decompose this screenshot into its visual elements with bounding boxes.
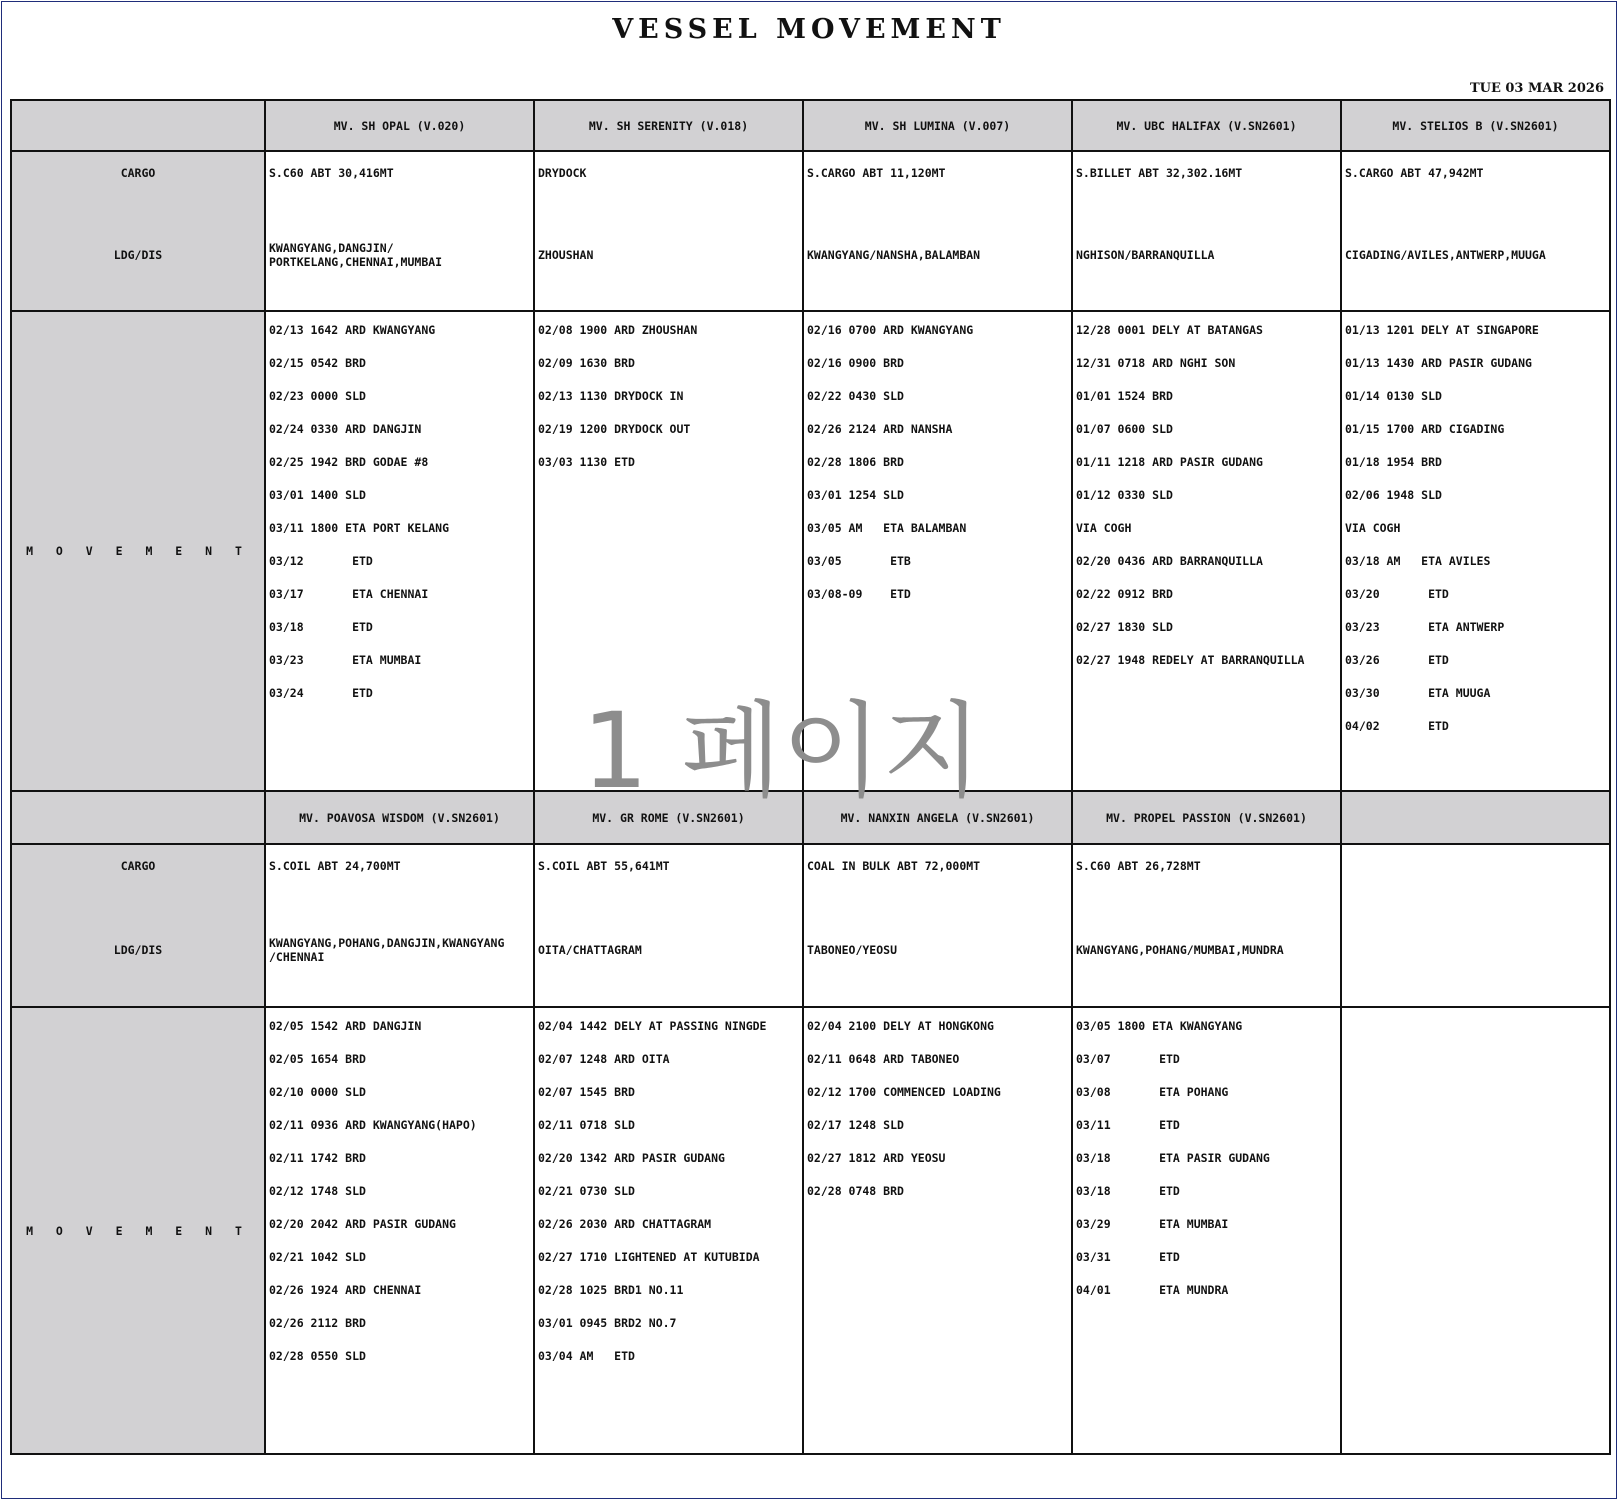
movement-entry: 02/12 1700 COMMENCED LOADING: [807, 1085, 1001, 1099]
movement-entry: 03/05 ETB: [807, 554, 911, 568]
movement-entry: 03/18 ETD: [1076, 1184, 1180, 1198]
vessel-header-cell: [266, 792, 535, 845]
cargo-cell: [1073, 845, 1342, 1008]
movement-entry: 03/01 1400 SLD: [269, 488, 366, 502]
movement-entry: 02/22 0912 BRD: [1076, 587, 1173, 601]
vessel-header-cell: [266, 99, 535, 152]
movement-entry: 02/24 0330 ARD DANGJIN: [269, 422, 422, 436]
movement-entry: 02/19 1200 DRYDOCK OUT: [538, 422, 691, 436]
movement-cell: [535, 312, 804, 792]
vessel-block-1: [10, 99, 1611, 792]
vessel-name: MV. NANXIN ANGELA (V.SN2601): [840, 810, 1035, 825]
ldg-dis-value: ZHOUSHAN: [538, 248, 594, 262]
movement-entry: 02/15 0542 BRD: [269, 356, 366, 370]
movement-entry: 02/28 1025 BRD1 NO.11: [538, 1283, 684, 1297]
movement-entry: 01/11 1218 ARD PASIR GUDANG: [1076, 455, 1263, 469]
movement-entry: 02/26 2030 ARD CHATTAGRAM: [538, 1217, 712, 1231]
movement-entry: 02/22 0430 SLD: [807, 389, 904, 403]
movement-entry: 01/01 1524 BRD: [1076, 389, 1173, 403]
ldg-dis-value: NGHISON/BARRANQUILLA: [1076, 248, 1215, 262]
cargo-ldg-label-cell: [10, 845, 266, 1008]
movement-entry: 03/11 1800 ETA PORT KELANG: [269, 521, 450, 535]
cargo-cell: [1342, 845, 1611, 1008]
ldg-dis-value: KWANGYANG/NANSHA,BALAMBAN: [807, 248, 981, 262]
movement-entry: 02/11 0718 SLD: [538, 1118, 635, 1132]
movement-entry: 03/23 ETA MUMBAI: [269, 653, 422, 667]
movement-entry: 01/07 0600 SLD: [1076, 422, 1173, 436]
movement-label-cell: [10, 1008, 266, 1455]
movement-entry: 03/01 0945 BRD2 NO.7: [538, 1316, 677, 1330]
cargo-ldg-label-cell: [10, 152, 266, 312]
movement-entry: 03/12 ETD: [269, 554, 373, 568]
vessel-header-cell: [535, 792, 804, 845]
cargo-value: S.C60 ABT 26,728MT: [1076, 859, 1201, 873]
movement-entry: 02/12 1748 SLD: [269, 1184, 366, 1198]
ldg-dis-value: KWANGYANG,POHANG,DANGJIN,KWANGYANG /CHENNAI: [269, 936, 505, 964]
movement-entry: 03/07 ETD: [1076, 1052, 1180, 1066]
movement-cell: [804, 1008, 1073, 1455]
movement-entry: 02/05 1542 ARD DANGJIN: [269, 1019, 422, 1033]
movement-cell: [1073, 312, 1342, 792]
movement-cell: [1073, 1008, 1342, 1455]
movement-entry: 02/25 1942 BRD GODAE #8: [269, 455, 429, 469]
movement-entry: 02/13 1130 DRYDOCK IN: [538, 389, 684, 403]
movement-entry: 02/09 1630 BRD: [538, 356, 635, 370]
cargo-cell: [804, 845, 1073, 1008]
movement-entry: 02/11 1742 BRD: [269, 1151, 366, 1165]
movement-entry: 02/28 1806 BRD: [807, 455, 904, 469]
movement-entry: 02/20 1342 ARD PASIR GUDANG: [538, 1151, 725, 1165]
movement-entry: 03/05 1800 ETA KWANGYANG: [1076, 1019, 1243, 1033]
cargo-cell: [1342, 152, 1611, 312]
vessel-name: MV. SH LUMINA (V.007): [864, 118, 1011, 133]
cargo-label: CARGO: [120, 166, 156, 180]
vessel-header-cell: [1342, 99, 1611, 152]
movement-cell: [266, 1008, 535, 1455]
movement-entry: 02/26 2124 ARD NANSHA: [807, 422, 953, 436]
movement-entry: 03/18 ETA PASIR GUDANG: [1076, 1151, 1270, 1165]
vessel-name: MV. POAVOSA WISDOM (V.SN2601): [299, 810, 500, 825]
ldg-dis-value: OITA/CHATTAGRAM: [538, 943, 642, 957]
movement-entry: 03/23 ETA ANTWERP: [1345, 620, 1505, 634]
cargo-value: S.C60 ABT 30,416MT: [269, 166, 394, 180]
movement-entry: 02/27 1948 REDELY AT BARRANQUILLA: [1076, 653, 1305, 667]
vessel-header-cell: [1073, 99, 1342, 152]
ldg-dis-value: KWANGYANG,DANGJIN/ PORTKELANG,CHENNAI,MUMBAI: [269, 241, 443, 269]
movement-entry: 04/02 ETD: [1345, 719, 1449, 733]
vessel-header-cell: [804, 99, 1073, 152]
movement-entry: 03/29 ETA MUMBAI: [1076, 1217, 1229, 1231]
cargo-value: S.COIL ABT 24,700MT: [269, 859, 401, 873]
movement-entry: 02/13 1642 ARD KWANGYANG: [269, 323, 436, 337]
page-title: VESSEL MOVEMENT: [612, 14, 1006, 45]
vessel-name: MV. GR ROME (V.SN2601): [592, 810, 745, 825]
movement-entry: 01/13 1201 DELY AT SINGAPORE: [1345, 323, 1539, 337]
movement-label: M O V E M E N T: [26, 1223, 250, 1238]
movement-entry: 02/27 1812 ARD YEOSU: [807, 1151, 946, 1165]
vessel-header-cell: [535, 99, 804, 152]
movement-entry: 03/08-09 ETD: [807, 587, 911, 601]
cargo-cell: [804, 152, 1073, 312]
vessel-name: MV. PROPEL PASSION (V.SN2601): [1106, 810, 1307, 825]
movement-entry: 02/04 2100 DELY AT HONGKONG: [807, 1019, 994, 1033]
ldg-dis-value: KWANGYANG,POHANG/MUMBAI,MUNDRA: [1076, 943, 1284, 957]
cargo-cell: [535, 845, 804, 1008]
vessel-header-cell: [1342, 792, 1611, 845]
movement-entry: 02/05 1654 BRD: [269, 1052, 366, 1066]
movement-entry: 12/31 0718 ARD NGHI SON: [1076, 356, 1236, 370]
vessel-block-2: [10, 792, 1611, 1455]
cargo-value: DRYDOCK: [538, 166, 587, 180]
movement-entry: 02/17 1248 SLD: [807, 1118, 904, 1132]
cargo-value: S.COIL ABT 55,641MT: [538, 859, 670, 873]
movement-cell: [266, 312, 535, 792]
cargo-cell: [266, 152, 535, 312]
movement-entry: 01/13 1430 ARD PASIR GUDANG: [1345, 356, 1532, 370]
movement-entry: 02/16 0900 BRD: [807, 356, 904, 370]
page-number-watermark: 1 페이지: [582, 690, 983, 812]
ldg-dis-label: LDG/DIS: [113, 248, 163, 262]
movement-cell: [1342, 312, 1611, 792]
movement-entry: 03/05 AM ETA BALAMBAN: [807, 521, 967, 535]
movement-entry: VIA COGH: [1076, 521, 1132, 535]
movement-entry: 02/16 0700 ARD KWANGYANG: [807, 323, 974, 337]
movement-entry: VIA COGH: [1345, 521, 1401, 535]
movement-entry: 02/28 0550 SLD: [269, 1349, 366, 1363]
vessel-header-cell: [1073, 792, 1342, 845]
cargo-cell: [535, 152, 804, 312]
movement-entry: 02/04 1442 DELY AT PASSING NINGDE: [538, 1019, 767, 1033]
movement-label-cell: [10, 312, 266, 792]
movement-entry: 02/20 0436 ARD BARRANQUILLA: [1076, 554, 1263, 568]
movement-entry: 03/17 ETA CHENNAI: [269, 587, 429, 601]
cargo-cell: [1073, 152, 1342, 312]
movement-cell: [535, 1008, 804, 1455]
movement-entry: 02/10 0000 SLD: [269, 1085, 366, 1099]
cargo-value: S.CARGO ABT 11,120MT: [807, 166, 946, 180]
movement-entry: 03/08 ETA POHANG: [1076, 1085, 1229, 1099]
vessel-name: MV. STELIOS B (V.SN2601): [1392, 118, 1559, 133]
movement-entry: 02/07 1545 BRD: [538, 1085, 635, 1099]
movement-entry: 02/23 0000 SLD: [269, 389, 366, 403]
movement-entry: 02/21 1042 SLD: [269, 1250, 366, 1264]
movement-entry: 02/11 0936 ARD KWANGYANG(HAPO): [269, 1118, 477, 1132]
vessel-movement-table: [10, 99, 1611, 1455]
movement-entry: 04/01 ETA MUNDRA: [1076, 1283, 1229, 1297]
ldg-dis-value: TABONEO/YEOSU: [807, 943, 898, 957]
movement-entry: 01/15 1700 ARD CIGADING: [1345, 422, 1505, 436]
vessel-name: MV. UBC HALIFAX (V.SN2601): [1116, 118, 1297, 133]
movement-entry: 03/18 ETD: [269, 620, 373, 634]
movement-entry: 03/30 ETA MUUGA: [1345, 686, 1491, 700]
movement-entry: 03/20 ETD: [1345, 587, 1449, 601]
movement-entry: 02/26 2112 BRD: [269, 1316, 366, 1330]
document-page: [1, 1, 1617, 1499]
movement-entry: 03/11 ETD: [1076, 1118, 1180, 1132]
movement-entry: 02/27 1830 SLD: [1076, 620, 1173, 634]
movement-entry: 03/18 AM ETA AVILES: [1345, 554, 1491, 568]
movement-cell: [804, 312, 1073, 792]
movement-cell: [1342, 1008, 1611, 1455]
movement-entry: 02/06 1948 SLD: [1345, 488, 1442, 502]
movement-entry: 02/07 1248 ARD OITA: [538, 1052, 670, 1066]
cargo-value: S.CARGO ABT 47,942MT: [1345, 166, 1484, 180]
report-date: TUE 03 MAR 2026: [1469, 81, 1604, 96]
movement-entry: 03/31 ETD: [1076, 1250, 1180, 1264]
movement-entry: 03/04 AM ETD: [538, 1349, 635, 1363]
movement-entry: 02/26 1924 ARD CHENNAI: [269, 1283, 422, 1297]
ldg-dis-value: CIGADING/AVILES,ANTWERP,MUUGA: [1345, 248, 1546, 262]
movement-entry: 03/26 ETD: [1345, 653, 1449, 667]
cargo-value: COAL IN BULK ABT 72,000MT: [807, 859, 981, 873]
vessel-header-cell: [804, 792, 1073, 845]
header-corner-cell: [10, 792, 266, 845]
movement-entry: 02/20 2042 ARD PASIR GUDANG: [269, 1217, 456, 1231]
movement-entry: 03/01 1254 SLD: [807, 488, 904, 502]
movement-entry: 03/24 ETD: [269, 686, 373, 700]
movement-entry: 02/28 0748 BRD: [807, 1184, 904, 1198]
movement-entry: 03/03 1130 ETD: [538, 455, 635, 469]
movement-label: M O V E M E N T: [26, 544, 250, 558]
movement-entry: 01/18 1954 BRD: [1345, 455, 1442, 469]
cargo-cell: [266, 845, 535, 1008]
movement-entry: 02/11 0648 ARD TABONEO: [807, 1052, 960, 1066]
movement-entry: 01/12 0330 SLD: [1076, 488, 1173, 502]
movement-entry: 02/08 1900 ARD ZHOUSHAN: [538, 323, 698, 337]
header-corner-cell: [10, 99, 266, 152]
cargo-label: CARGO: [120, 859, 156, 873]
movement-entry: 01/14 0130 SLD: [1345, 389, 1442, 403]
cargo-value: S.BILLET ABT 32,302.16MT: [1076, 166, 1243, 180]
movement-entry: 12/28 0001 DELY AT BATANGAS: [1076, 323, 1263, 337]
movement-entry: 02/21 0730 SLD: [538, 1184, 635, 1198]
vessel-name: MV. SH OPAL (V.020): [333, 118, 466, 133]
movement-entry: 02/27 1710 LIGHTENED AT KUTUBIDA: [538, 1250, 760, 1264]
vessel-name: MV. SH SERENITY (V.018): [588, 118, 749, 133]
ldg-dis-label: LDG/DIS: [113, 943, 163, 957]
